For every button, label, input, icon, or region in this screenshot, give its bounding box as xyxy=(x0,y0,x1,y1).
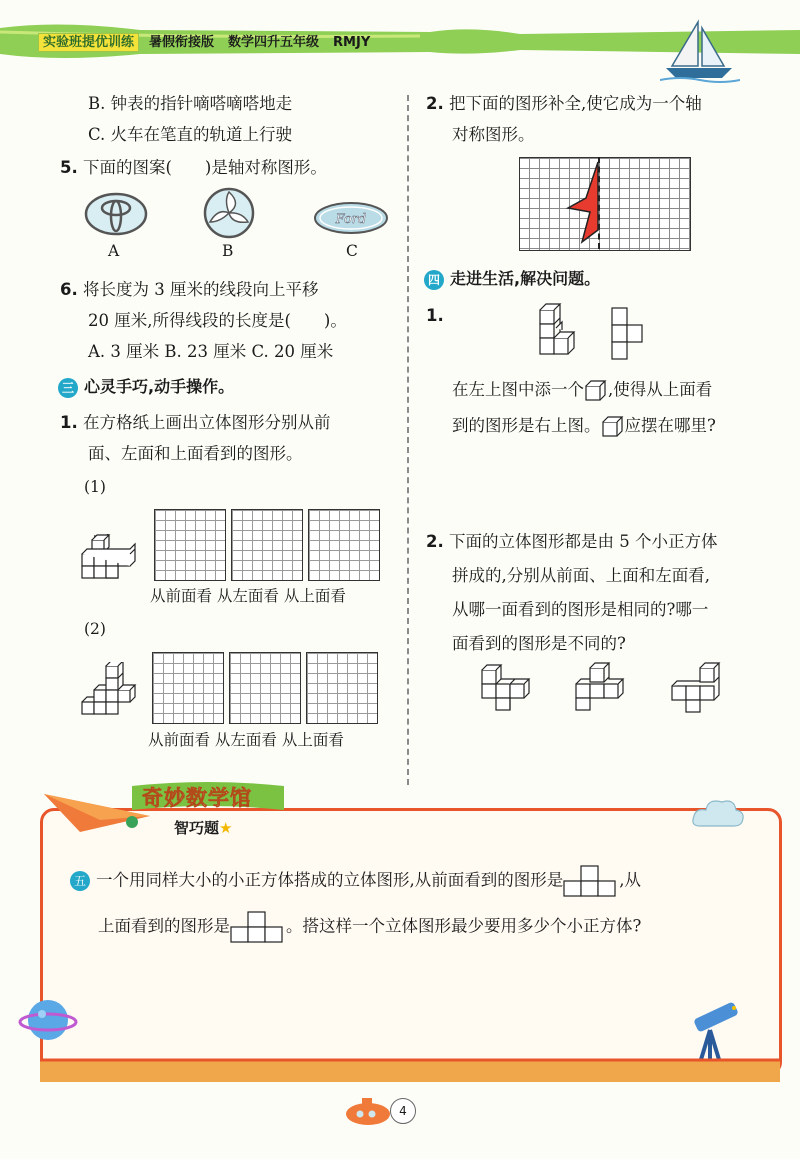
s4q1-text-2a: 到的图形是右上图。 xyxy=(452,416,601,435)
q2-line1 xyxy=(426,88,702,120)
series-tag: 实验班提优训练 xyxy=(38,33,139,52)
q4-option-b: B. 钟表的指针嘀嗒嘀嗒地走 xyxy=(88,94,293,113)
puzzle-text-1b: ,从 xyxy=(619,870,641,890)
section-4-heading xyxy=(424,266,600,290)
s4q1-number xyxy=(426,300,444,332)
grid-top-1[interactable] xyxy=(308,509,380,581)
grid-left-1[interactable] xyxy=(231,509,303,581)
s4q1-line1 xyxy=(452,374,712,406)
s4q2-line4: 面看到的图形是不同的? xyxy=(452,634,626,653)
s4q2-number: 2. xyxy=(426,532,444,551)
q4-option-c: C. 火车在笔直的轨道上行驶 xyxy=(88,125,293,144)
q6-number: 6. xyxy=(60,280,78,299)
section-4-title: 走进生活,解决问题。 xyxy=(450,269,601,288)
q6-options: A. 3 厘米 B. 23 厘米 C. 20 厘米 xyxy=(88,342,334,361)
s4q1-line2 xyxy=(452,410,716,442)
section-4-badge: 四 xyxy=(424,270,444,290)
s3q1-number: 1. xyxy=(60,413,78,432)
s4q1-num: 1. xyxy=(426,306,444,325)
cube-stack-2-icon xyxy=(80,662,140,726)
s4q1-text-1b: ,使得从上面看 xyxy=(608,380,713,399)
s4q2-line3: 从哪一面看到的图形是相同的?哪一 xyxy=(452,600,709,619)
swirl-logo-icon xyxy=(202,186,256,240)
q6-line1 xyxy=(60,274,319,306)
puzzle-line2 xyxy=(98,910,641,944)
part1-captions: 从前面看 从左面看 从上面看 xyxy=(150,587,346,605)
symmetry-grid[interactable] xyxy=(519,157,691,251)
q6-text-1: 将长度为 3 厘米的线段向上平移 xyxy=(83,280,319,299)
s3q1-line2: 面、左面和上面看到的图形。 xyxy=(88,444,303,463)
q5-label-b: B xyxy=(222,242,234,260)
q5-text: 下面的图案( )是轴对称图形。 xyxy=(83,158,327,177)
grid-left-2[interactable] xyxy=(229,652,301,724)
part2-label: (2) xyxy=(84,620,106,638)
toyota-logo-icon xyxy=(82,190,150,238)
s4q2-text-1: 下面的立体图形都是由 5 个小正方体 xyxy=(449,532,718,551)
section-5-badge: 五 xyxy=(70,871,90,891)
planet-icon xyxy=(18,990,78,1050)
subject: 数学四升五年级 xyxy=(228,35,320,50)
part1-label: (1) xyxy=(84,478,106,496)
s3q1-line1 xyxy=(60,407,331,439)
grid-front-1[interactable] xyxy=(154,509,226,581)
edition: 暑假衔接版 xyxy=(149,35,215,50)
header-title xyxy=(38,31,370,50)
cloud-icon xyxy=(690,796,746,830)
svg-text:Ford: Ford xyxy=(335,212,367,227)
s4q1-text-1a: 在左上图中添一个 xyxy=(452,380,584,399)
part2-captions: 从前面看 从左面看 从上面看 xyxy=(148,731,344,749)
page-number: 4 xyxy=(390,1098,416,1124)
cube-figure-a-icon xyxy=(478,662,542,714)
puzzle-text-2a: 上面看到的图形是 xyxy=(98,916,230,936)
q2-number: 2. xyxy=(426,94,444,113)
small-cube-icon-2 xyxy=(601,416,625,438)
puzzle-text-1a: 一个用同样大小的小正方体搭成的立体图形,从前面看到的图形是 xyxy=(96,870,564,890)
q2-line2: 对称图形。 xyxy=(452,125,535,144)
puzzle-subtitle-text: 智巧题 xyxy=(174,819,220,837)
s4q1-text-2b: 应摆在哪里? xyxy=(624,416,716,435)
sailboat-icon xyxy=(660,18,740,84)
grid-top-2[interactable] xyxy=(306,652,378,724)
section-3-title: 心灵手巧,动手操作。 xyxy=(84,377,235,396)
cube-stack-1-icon xyxy=(80,534,142,582)
publisher: RMJY xyxy=(333,35,371,50)
puzzle-line1 xyxy=(70,864,641,898)
q5-prompt xyxy=(60,152,327,184)
star-icon: ★ xyxy=(219,819,233,837)
q2-text-1: 把下面的图形补全,使它成为一个轴 xyxy=(449,94,702,113)
front-view-shape xyxy=(563,864,619,898)
s3q1-text-1: 在方格纸上画出立体图形分别从前 xyxy=(83,413,331,432)
column-divider xyxy=(407,95,409,785)
puzzle-text-2b: 。搭这样一个立体图形最少要用多少个小正方体? xyxy=(286,916,642,936)
half-star-shape xyxy=(560,160,600,246)
cube-figure-b-icon xyxy=(572,662,636,714)
top-view-shape-2 xyxy=(230,910,286,944)
section-3-badge: 三 xyxy=(58,378,78,398)
s4q2-line2: 拼成的,分别从前面、上面和左面看, xyxy=(452,566,710,585)
small-cube-icon xyxy=(584,380,608,402)
grid-front-2[interactable] xyxy=(152,652,224,724)
q5-number: 5. xyxy=(60,158,78,177)
cube-figure-c-icon xyxy=(664,662,728,714)
cube-tower-icon xyxy=(532,300,592,362)
q5-label-c: C xyxy=(346,242,358,260)
top-view-shape xyxy=(610,306,644,362)
section-3-heading xyxy=(58,374,234,398)
puzzle-subtitle xyxy=(174,817,232,838)
q6-line2: 20 厘米,所得线段的长度是( )。 xyxy=(88,311,347,330)
scroll-bottom xyxy=(40,1052,780,1092)
q5-label-a: A xyxy=(108,242,120,260)
s4q2-line1 xyxy=(426,526,718,558)
banner-title: 奇妙数学馆 xyxy=(142,786,252,810)
ford-logo-icon xyxy=(312,200,390,236)
